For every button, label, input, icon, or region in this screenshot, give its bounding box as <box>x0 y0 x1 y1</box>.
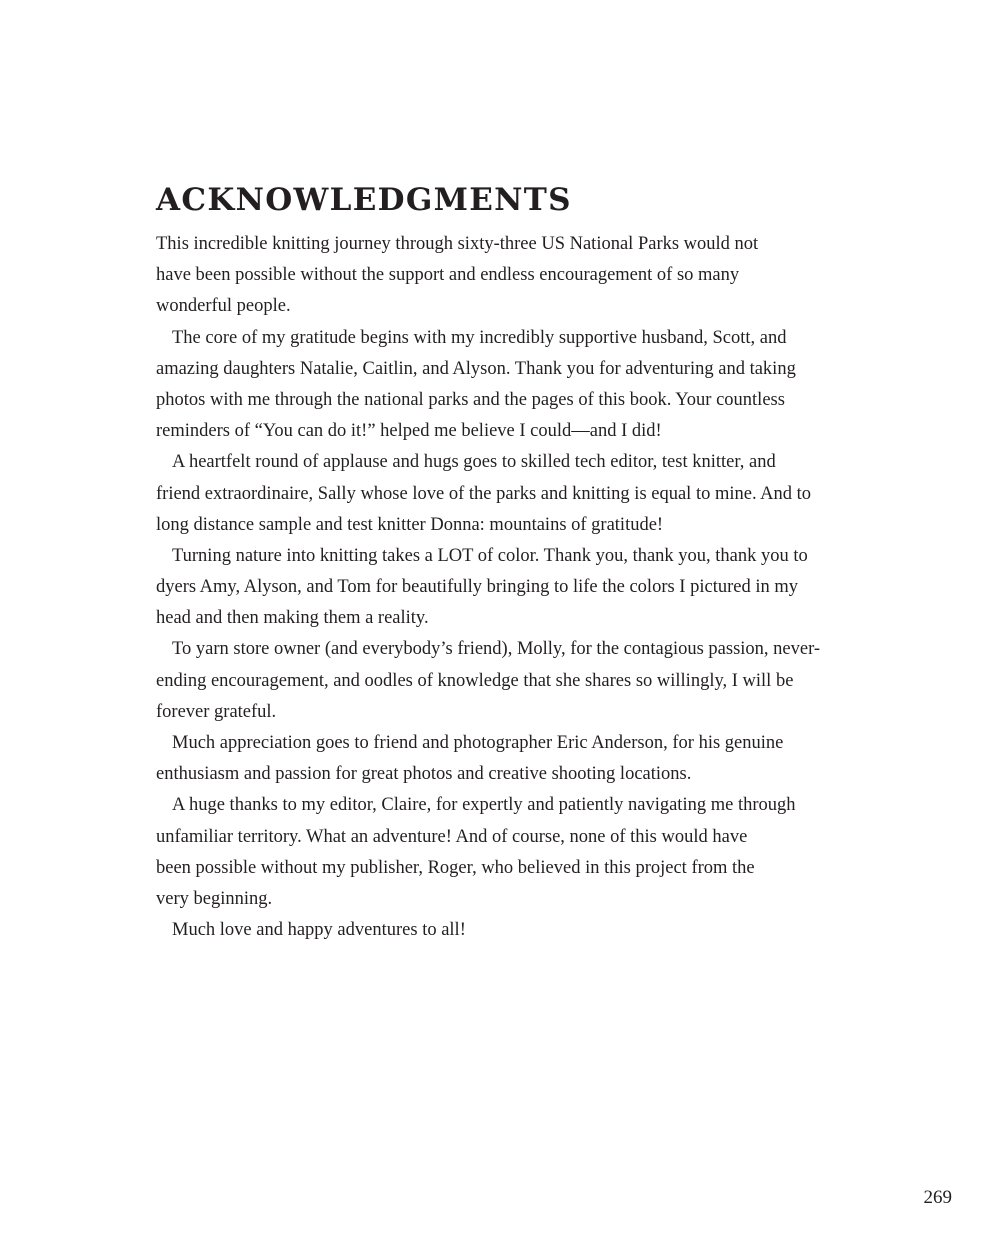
text-line: long distance sample and test knitter Donna: mountains of gratitude! <box>156 514 664 535</box>
text-line: enthusiasm and passion for great photos and creative shooting locations. <box>156 764 692 785</box>
text-line: dyers Amy, Alyson, and Tom for beautifully bringing to life the colors I pictured in my <box>156 577 798 598</box>
acknowledgments-body <box>156 229 846 946</box>
text-line: been possible without my publisher, Roger, who believed in this project from the <box>156 857 755 878</box>
text-line: wonderful people. <box>156 296 291 317</box>
text-line: This incredible knitting journey through sixty-three US National Parks would not <box>156 234 759 254</box>
page-title: ACKNOWLEDGMENTS <box>156 182 572 218</box>
text-line: Much love and happy adventures to all! <box>172 920 466 941</box>
text-line: forever grateful. <box>156 701 277 722</box>
text-line: photos with me through the national parks and the pages of this book. Your countless <box>156 389 785 410</box>
text-line: friend extraordinaire, Sally whose love of the parks and knitting is equal to mine. And to <box>156 483 812 504</box>
text-line: reminders of “You can do it!” helped me believe I could—and I did! <box>156 421 662 442</box>
text-line: have been possible without the support and endless encouragement of so many <box>156 265 740 286</box>
text-line: A huge thanks to my editor, Claire, for expertly and patiently navigating me through <box>172 795 796 816</box>
page-number: 269 <box>923 1187 952 1208</box>
text-line: To yarn store owner (and everybody’s friend), Molly, for the contagious passion, never- <box>172 639 821 660</box>
text-line: Turning nature into knitting takes a LOT of color. Thank you, thank you, thank you to <box>172 545 808 566</box>
text-line: Much appreciation goes to friend and photographer Eric Anderson, for his genuine <box>172 733 784 753</box>
text-line: very beginning. <box>156 888 273 909</box>
text-line: ending encouragement, and oodles of knowledge that she shares so willingly, I will be <box>156 670 794 691</box>
text-line: A heartfelt round of applause and hugs goes to skilled tech editor, test knitter, and <box>172 452 776 473</box>
text-line: unfamiliar territory. What an adventure! And of course, none of this would have <box>156 826 748 847</box>
text-line: The core of my gratitude begins with my incredibly supportive husband, Scott, and <box>172 327 787 348</box>
text-line: amazing daughters Natalie, Caitlin, and Alyson. Thank you for adventuring and taking <box>156 358 796 379</box>
text-line: head and then making them a reality. <box>156 608 429 629</box>
